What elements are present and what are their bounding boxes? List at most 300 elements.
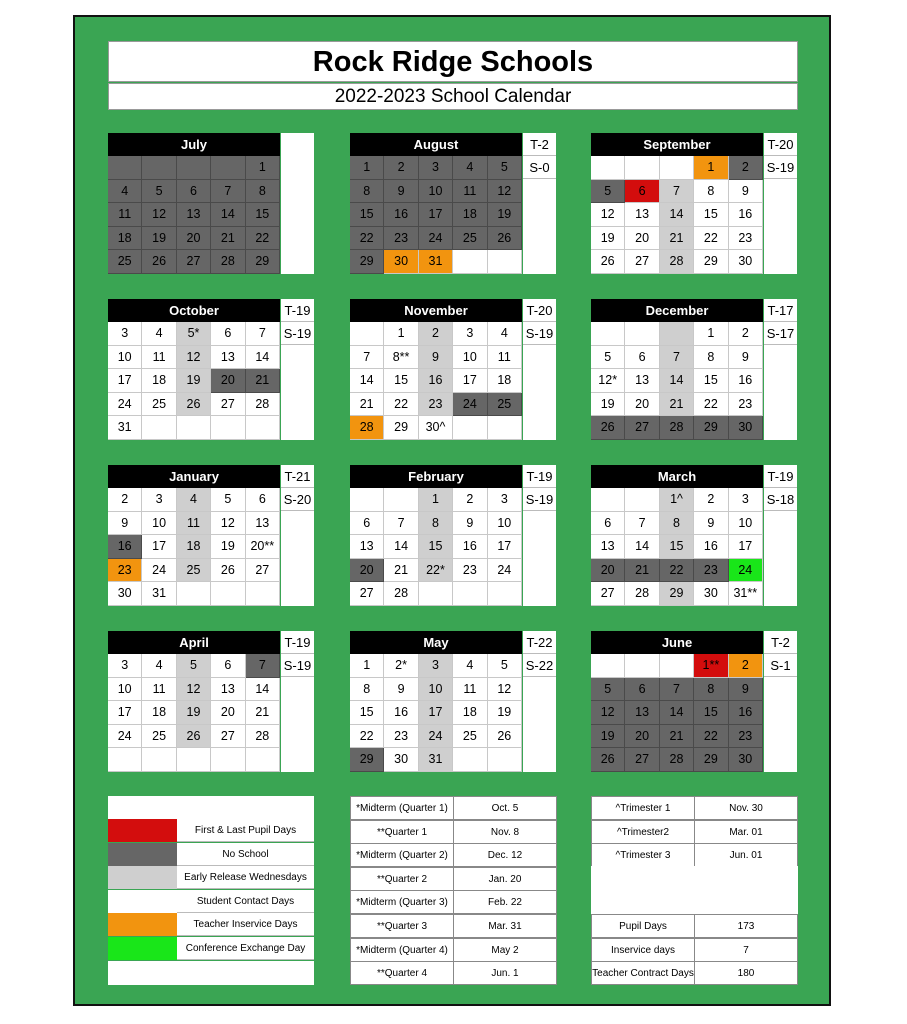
day-cell: 18 <box>142 701 176 725</box>
day-cell: 28 <box>246 725 280 749</box>
day-cell: 21 <box>211 227 245 251</box>
legend-label: Teacher Inservice Days <box>177 913 314 936</box>
day-cell: 6 <box>211 654 245 678</box>
day-cell: 12 <box>177 346 211 370</box>
day-cell: 6 <box>591 512 625 536</box>
day-cell: 26 <box>211 559 245 583</box>
day-cell: 7 <box>625 512 659 536</box>
day-cell <box>488 250 522 274</box>
day-cell: 13 <box>211 346 245 370</box>
day-cell: 5 <box>591 346 625 370</box>
day-cell: 16 <box>453 535 487 559</box>
day-cell <box>350 488 384 512</box>
day-cell: 26 <box>591 748 625 772</box>
day-cell: 6 <box>625 180 659 204</box>
teacher-days-count: T-19 <box>281 299 314 322</box>
day-cell: 22 <box>350 227 384 251</box>
day-cell: 5 <box>177 654 211 678</box>
day-cell <box>384 488 418 512</box>
day-cell: 25 <box>177 559 211 583</box>
day-cell: 6 <box>211 322 245 346</box>
month-february <box>350 465 556 606</box>
day-cell: 19 <box>488 203 522 227</box>
day-count-column <box>523 133 556 274</box>
day-cell: 29 <box>694 748 728 772</box>
day-cell <box>453 582 487 606</box>
legend-item <box>108 913 314 936</box>
day-cell: 7 <box>384 512 418 536</box>
day-cell: 23 <box>729 393 763 417</box>
day-cell: 12 <box>177 678 211 702</box>
teacher-days-count: T-2 <box>764 631 797 654</box>
day-cell: 10 <box>419 678 453 702</box>
student-days-count: S-19 <box>523 322 556 345</box>
day-cell: 2 <box>729 654 763 678</box>
day-cell <box>660 654 694 678</box>
quarter-date: Nov. 8 <box>453 820 557 844</box>
student-days-count: S-20 <box>281 488 314 511</box>
page-title: Rock Ridge Schools <box>108 41 798 82</box>
day-cell: 27 <box>625 748 659 772</box>
trimester-label: ^Trimester2 <box>591 820 695 844</box>
day-cell: 18 <box>453 701 487 725</box>
day-cell: 12 <box>488 678 522 702</box>
day-cell: 13 <box>177 203 211 227</box>
day-cell <box>488 748 522 772</box>
student-days-count: S-17 <box>764 322 797 345</box>
day-count-column <box>281 133 314 274</box>
day-cell: 20 <box>177 227 211 251</box>
day-cell <box>142 748 176 772</box>
teacher-days-count: T-2 <box>523 133 556 156</box>
day-cell: 9 <box>694 512 728 536</box>
day-cell: 20 <box>350 559 384 583</box>
total-label: Inservice days <box>591 938 695 962</box>
month-name: June <box>591 631 763 654</box>
day-cell: 9 <box>729 180 763 204</box>
day-cell: 24 <box>108 725 142 749</box>
legend-label: No School <box>177 843 314 866</box>
day-cell: 13 <box>246 512 280 536</box>
month-january <box>108 465 314 606</box>
day-count-column <box>764 133 797 274</box>
day-cell: 24 <box>108 393 142 417</box>
day-cell: 28 <box>625 582 659 606</box>
day-cell: 8 <box>694 678 728 702</box>
legend-item <box>108 937 314 960</box>
day-cell <box>142 416 176 440</box>
quarter-label: **Quarter 2 <box>350 867 454 891</box>
day-cell: 22 <box>660 559 694 583</box>
day-cell: 28 <box>384 582 418 606</box>
day-cell: 4 <box>177 488 211 512</box>
month-september <box>591 133 797 274</box>
day-cell: 28 <box>211 250 245 274</box>
day-cell: 10 <box>142 512 176 536</box>
legend-swatch <box>108 866 177 889</box>
day-cell: 17 <box>108 369 142 393</box>
days-grid <box>108 322 280 440</box>
day-cell: 16 <box>694 535 728 559</box>
day-cell: 21 <box>660 227 694 251</box>
day-cell: 31 <box>142 582 176 606</box>
quarter-date: Dec. 12 <box>453 843 557 867</box>
day-cell: 27 <box>625 416 659 440</box>
day-cell: 8 <box>350 678 384 702</box>
day-cell: 15 <box>694 369 728 393</box>
day-cell: 17 <box>142 535 176 559</box>
day-cell: 20 <box>625 725 659 749</box>
day-cell: 27 <box>625 250 659 274</box>
day-cell <box>246 416 280 440</box>
days-grid <box>591 488 763 606</box>
day-cell: 27 <box>211 393 245 417</box>
day-cell <box>211 748 245 772</box>
day-cell: 9 <box>729 678 763 702</box>
day-cell: 10 <box>108 346 142 370</box>
day-cell: 3 <box>453 322 487 346</box>
day-cell: 8 <box>419 512 453 536</box>
day-cell <box>625 322 659 346</box>
day-cell: 14 <box>660 203 694 227</box>
day-cell: 5 <box>591 180 625 204</box>
month-name: January <box>108 465 280 488</box>
day-cell: 15 <box>350 203 384 227</box>
day-cell <box>211 582 245 606</box>
days-grid <box>591 156 763 274</box>
day-cell: 27 <box>246 559 280 583</box>
day-cell: 28 <box>660 748 694 772</box>
day-cell: 25 <box>453 227 487 251</box>
trimester-value: Mar. 01 <box>694 820 798 844</box>
legend-label: Student Contact Days <box>177 890 314 913</box>
day-cell: 30 <box>384 250 418 274</box>
day-cell: 28 <box>246 393 280 417</box>
day-cell: 8 <box>350 180 384 204</box>
day-count-column <box>281 465 314 606</box>
day-cell: 20 <box>625 393 659 417</box>
day-cell: 21 <box>246 369 280 393</box>
day-cell: 30 <box>729 748 763 772</box>
day-cell: 30 <box>694 582 728 606</box>
legend-item <box>108 890 314 913</box>
quarter-date: Oct. 5 <box>453 796 557 820</box>
day-cell: 14 <box>246 678 280 702</box>
day-cell: 15 <box>384 369 418 393</box>
day-cell: 12 <box>142 203 176 227</box>
day-cell <box>246 582 280 606</box>
total-value: 7 <box>694 938 798 962</box>
quarter-label: **Quarter 4 <box>350 961 454 985</box>
legend-label: Early Release Wednesdays <box>177 866 314 889</box>
day-cell: 11 <box>142 346 176 370</box>
day-cell: 1 <box>350 654 384 678</box>
day-cell: 1^ <box>660 488 694 512</box>
teacher-days-count: T-19 <box>523 465 556 488</box>
day-cell: 26 <box>488 725 522 749</box>
day-cell: 21 <box>625 559 659 583</box>
day-cell: 5* <box>177 322 211 346</box>
day-cell: 30 <box>729 250 763 274</box>
month-november <box>350 299 556 440</box>
teacher-days-count: T-20 <box>764 133 797 156</box>
day-cell: 23 <box>694 559 728 583</box>
month-name: July <box>108 133 280 156</box>
month-name: March <box>591 465 763 488</box>
day-cell: 26 <box>591 416 625 440</box>
day-cell: 19 <box>591 227 625 251</box>
legend-label: First & Last Pupil Days <box>177 819 314 842</box>
trimester-label: ^Trimester 1 <box>591 796 695 820</box>
total-label: Pupil Days <box>591 914 695 938</box>
day-cell <box>211 156 245 180</box>
trimester-value: Nov. 30 <box>694 796 798 820</box>
quarter-label: *Midterm (Quarter 1) <box>350 796 454 820</box>
day-cell: 12 <box>488 180 522 204</box>
day-cell: 25 <box>488 393 522 417</box>
day-count-column <box>523 465 556 606</box>
day-cell: 15 <box>694 203 728 227</box>
day-cell: 26 <box>142 250 176 274</box>
day-cell: 22 <box>350 725 384 749</box>
day-cell: 12 <box>591 701 625 725</box>
day-cell: 2 <box>419 322 453 346</box>
day-cell: 30 <box>108 582 142 606</box>
day-cell: 1 <box>384 322 418 346</box>
day-cell: 2 <box>694 488 728 512</box>
day-cell: 24 <box>142 559 176 583</box>
day-cell: 4 <box>142 654 176 678</box>
day-cell: 5 <box>142 180 176 204</box>
day-count-column <box>523 631 556 772</box>
day-cell: 10 <box>729 512 763 536</box>
month-name: April <box>108 631 280 654</box>
day-cell: 7 <box>660 678 694 702</box>
day-cell: 29 <box>694 250 728 274</box>
quarter-label: **Quarter 1 <box>350 820 454 844</box>
day-cell: 13 <box>350 535 384 559</box>
day-cell: 27 <box>350 582 384 606</box>
day-cell: 5 <box>488 156 522 180</box>
day-cell: 11 <box>453 678 487 702</box>
day-cell: 13 <box>625 369 659 393</box>
day-count-column <box>764 465 797 606</box>
month-october <box>108 299 314 440</box>
month-name: May <box>350 631 522 654</box>
month-name: October <box>108 299 280 322</box>
days-grid <box>350 654 522 772</box>
day-cell: 27 <box>177 250 211 274</box>
day-cell: 2 <box>729 322 763 346</box>
day-count-column <box>281 299 314 440</box>
day-cell: 24 <box>488 559 522 583</box>
day-cell: 3 <box>419 654 453 678</box>
day-cell: 26 <box>177 725 211 749</box>
day-cell: 2 <box>384 156 418 180</box>
day-cell <box>625 654 659 678</box>
days-grid <box>350 156 522 274</box>
day-cell <box>591 488 625 512</box>
day-cell: 10 <box>108 678 142 702</box>
day-count-column <box>764 299 797 440</box>
day-cell: 27 <box>591 582 625 606</box>
student-days-count: S-19 <box>764 156 797 179</box>
day-cell <box>453 250 487 274</box>
day-cell: 18 <box>142 369 176 393</box>
quarter-date: Mar. 31 <box>453 914 557 938</box>
month-name: December <box>591 299 763 322</box>
total-value: 173 <box>694 914 798 938</box>
day-cell: 23 <box>108 559 142 583</box>
legend <box>108 796 314 985</box>
day-cell: 29 <box>384 416 418 440</box>
month-july <box>108 133 314 274</box>
quarter-label: *Midterm (Quarter 3) <box>350 890 454 914</box>
day-count-column <box>523 299 556 440</box>
quarter-label: *Midterm (Quarter 2) <box>350 843 454 867</box>
day-cell: 21 <box>384 559 418 583</box>
day-cell: 25 <box>453 725 487 749</box>
day-cell: 19 <box>591 393 625 417</box>
month-name: September <box>591 133 763 156</box>
day-cell: 12 <box>591 203 625 227</box>
teacher-days-count: T-19 <box>281 631 314 654</box>
month-december <box>591 299 797 440</box>
teacher-days-count: T-17 <box>764 299 797 322</box>
day-cell <box>108 748 142 772</box>
day-cell: 27 <box>211 725 245 749</box>
day-cell: 21 <box>350 393 384 417</box>
teacher-days-count: T-20 <box>523 299 556 322</box>
day-cell: 16 <box>384 701 418 725</box>
day-cell: 19 <box>488 701 522 725</box>
day-cell: 23 <box>384 725 418 749</box>
legend-swatch <box>108 890 177 913</box>
day-cell: 14 <box>384 535 418 559</box>
teacher-days-count: T-21 <box>281 465 314 488</box>
day-cell: 1 <box>350 156 384 180</box>
day-cell: 9 <box>108 512 142 536</box>
day-cell: 25 <box>142 393 176 417</box>
quarters-table <box>350 796 557 985</box>
day-cell: 6 <box>350 512 384 536</box>
day-cell: 18 <box>177 535 211 559</box>
day-cell: 4 <box>488 322 522 346</box>
day-cell: 31** <box>729 582 763 606</box>
day-cell: 28 <box>660 250 694 274</box>
day-cell: 13 <box>625 203 659 227</box>
day-cell: 14 <box>660 701 694 725</box>
day-cell: 10 <box>419 180 453 204</box>
day-cell: 9 <box>453 512 487 536</box>
day-cell: 7 <box>660 346 694 370</box>
day-cell: 31 <box>419 250 453 274</box>
day-cell: 2 <box>729 156 763 180</box>
day-cell: 11 <box>142 678 176 702</box>
day-cell: 23 <box>729 227 763 251</box>
day-cell: 29 <box>350 748 384 772</box>
day-cell: 10 <box>453 346 487 370</box>
quarter-date: Feb. 22 <box>453 890 557 914</box>
day-cell: 2 <box>108 488 142 512</box>
day-cell <box>177 156 211 180</box>
day-cell: 9 <box>384 180 418 204</box>
day-cell: 14 <box>350 369 384 393</box>
total-value: 180 <box>694 961 798 985</box>
day-cell: 30 <box>729 416 763 440</box>
day-cell <box>350 322 384 346</box>
day-cell: 17 <box>419 203 453 227</box>
day-cell <box>211 416 245 440</box>
day-cell: 16 <box>729 701 763 725</box>
day-cell: 14 <box>211 203 245 227</box>
days-grid <box>108 654 280 772</box>
day-cell: 29 <box>350 250 384 274</box>
day-cell: 22* <box>419 559 453 583</box>
day-cell: 5 <box>211 488 245 512</box>
day-cell: 21 <box>660 393 694 417</box>
student-days-count: S-0 <box>523 156 556 179</box>
day-cell: 21 <box>660 725 694 749</box>
day-cell: 7 <box>211 180 245 204</box>
day-cell <box>488 582 522 606</box>
day-cell <box>453 748 487 772</box>
quarter-date: May 2 <box>453 938 557 962</box>
day-cell: 19 <box>591 725 625 749</box>
teacher-days-count: T-19 <box>764 465 797 488</box>
day-cell <box>108 156 142 180</box>
day-cell: 4 <box>453 156 487 180</box>
day-cell: 18 <box>453 203 487 227</box>
legend-item <box>108 819 314 842</box>
month-may <box>350 631 556 772</box>
student-days-count: S-1 <box>764 654 797 677</box>
day-cell: 1 <box>694 156 728 180</box>
day-cell: 29 <box>246 250 280 274</box>
page-subtitle: 2022-2023 School Calendar <box>108 83 798 110</box>
day-cell: 17 <box>108 701 142 725</box>
day-cell: 23 <box>384 227 418 251</box>
trimester-value: Jun. 01 <box>694 843 798 867</box>
day-cell: 26 <box>488 227 522 251</box>
day-cell: 11 <box>488 346 522 370</box>
day-cell: 1 <box>694 322 728 346</box>
days-grid <box>591 322 763 440</box>
day-cell: 20 <box>211 369 245 393</box>
day-cell: 25 <box>108 250 142 274</box>
legend-item <box>108 866 314 889</box>
day-cell <box>488 416 522 440</box>
month-march <box>591 465 797 606</box>
day-cell <box>591 654 625 678</box>
day-cell: 6 <box>625 346 659 370</box>
student-days-count: S-22 <box>523 654 556 677</box>
day-cell: 29 <box>694 416 728 440</box>
day-cell: 5 <box>488 654 522 678</box>
month-name: August <box>350 133 522 156</box>
day-cell <box>177 416 211 440</box>
day-cell: 10 <box>488 512 522 536</box>
day-cell: 23 <box>419 393 453 417</box>
day-cell: 24 <box>419 725 453 749</box>
day-cell: 23 <box>729 725 763 749</box>
trimesters-table <box>591 796 798 985</box>
day-cell <box>625 156 659 180</box>
day-cell <box>453 416 487 440</box>
legend-label: Conference Exchange Day <box>177 937 314 960</box>
day-cell: 31 <box>419 748 453 772</box>
day-cell <box>591 156 625 180</box>
